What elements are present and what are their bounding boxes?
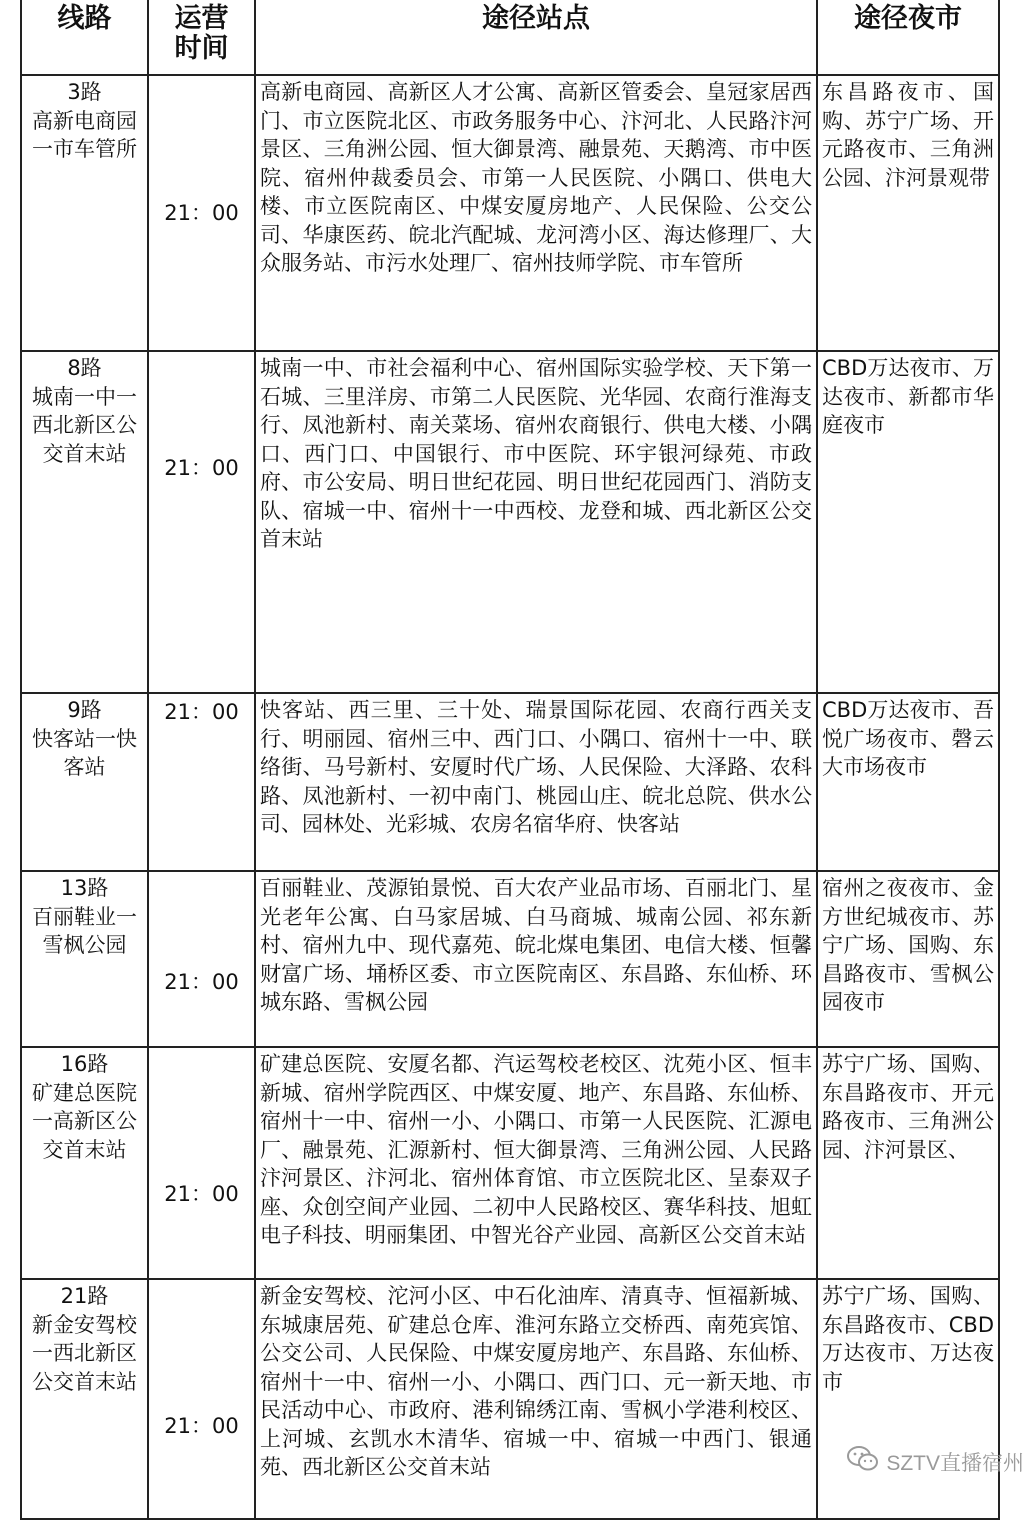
route-cell xyxy=(21,693,148,871)
route-number: 16路 xyxy=(60,1052,109,1076)
time-cell: 21：00 xyxy=(148,75,255,351)
header-time: 运营时间 xyxy=(148,0,255,75)
route-name: 新金安驾校一西北新区公交首末站 xyxy=(32,1312,137,1394)
route-name: 快客站一快客站 xyxy=(32,726,137,779)
table-row xyxy=(21,871,999,1047)
markets-cell: 苏宁广场、国购、东昌路夜市、CBD万达夜市、万达夜市 xyxy=(817,1279,999,1519)
header-markets: 途径夜市 xyxy=(817,0,999,75)
table-row xyxy=(21,1047,999,1279)
route-cell xyxy=(21,871,148,1047)
route-number: 9路 xyxy=(67,698,102,722)
stops-cell: 新金安驾校、沱河小区、中石化油库、清真寺、恒福新城、东城康居苑、矿建总仓库、淮河东路立交桥西、南苑宾馆、公交公司、人民保险、中煤安厦房地产、东昌路、东仙桥、宿州十一中、宿州一小、小隅口、西门口、元一新天地、市民活动中心、市政府、港利锦绣江南、雪枫小学港利校区、上河城、玄凯水木清华、宿城一中、宿城一中西门、银通苑、西北新区公交首末站 xyxy=(255,1279,817,1519)
time-cell: 21：00 xyxy=(148,693,255,871)
table-row xyxy=(21,693,999,871)
header-route: 线路 xyxy=(21,0,148,75)
stops-cell: 快客站、西三里、三十处、瑞景国际花园、农商行西关支行、明丽园、宿州三中、西门口、小隅口、宿州十一中、联络街、马号新村、安厦时代广场、人民保险、大泽路、农科路、凤池新村、一初中南门、桃园山庄、皖北总院、供水公司、园林处、光彩城、农房名宿华府、快客站 xyxy=(255,693,817,871)
time-cell: 21：00 xyxy=(148,1047,255,1279)
markets-cell: CBD万达夜市、吾悦广场夜市、磬云大市场夜市 xyxy=(817,693,999,871)
route-name: 百丽鞋业一雪枫公园 xyxy=(32,904,137,957)
watermark-text: SZTV直播宿州 xyxy=(886,1452,1024,1475)
route-name: 矿建总医院一高新区公交首末站 xyxy=(32,1080,137,1162)
wechat-icon xyxy=(846,1444,880,1480)
stops-cell: 百丽鞋业、茂源铂景悦、百大农产业品市场、百丽北门、星光老年公寓、白马家居城、白马商城、城南公园、祁东新村、宿州九中、现代嘉苑、皖北煤电集团、电信大楼、恒馨财富广场、埇桥区委、市立医院南区、东昌路、东仙桥、环城东路、雪枫公园 xyxy=(255,871,817,1047)
markets-cell: 苏宁广场、国购、东昌路夜市、开元路夜市、三角洲公园、汴河景区、 xyxy=(817,1047,999,1279)
route-number: 8路 xyxy=(67,356,102,380)
header-row xyxy=(21,0,999,75)
table-row xyxy=(21,75,999,351)
header-stops: 途径站点 xyxy=(255,0,817,75)
markets-cell: CBD万达夜市、万达夜市、新都市华庭夜市 xyxy=(817,351,999,693)
watermark xyxy=(846,1444,1024,1480)
route-number: 21路 xyxy=(60,1284,109,1308)
route-cell xyxy=(21,1279,148,1519)
route-name: 城南一中一西北新区公交首末站 xyxy=(32,384,137,466)
time-cell: 21：00 xyxy=(148,871,255,1047)
route-number: 3路 xyxy=(67,80,102,104)
table-row xyxy=(21,1279,999,1519)
route-name: 高新电商园一市车管所 xyxy=(32,108,137,161)
stops-cell: 城南一中、市社会福利中心、宿州国际实验学校、天下第一石城、三里洋房、市第二人民医院、光华园、农商行淮海支行、凤池新村、南关菜场、宿州农商银行、供电大楼、小隅口、西门口、中国银行、市中医院、环宇银河绿苑、市政府、市公安局、明日世纪花园、明日世纪花园西门、消防支队、宿城一中、宿州十一中西校、龙登和城、西北新区公交首末站 xyxy=(255,351,817,693)
time-cell: 21：00 xyxy=(148,351,255,693)
table-row xyxy=(21,351,999,693)
stops-cell: 矿建总医院、安厦名都、汽运驾校老校区、沈苑小区、恒丰新城、宿州学院西区、中煤安厦、地产、东昌路、东仙桥、宿州十一中、宿州一小、小隅口、市第一人民医院、汇源电厂、融景苑、汇源新村、恒大御景湾、三角洲公园、人民路汴河景区、汴河北、宿州体育馆、市立医院北区、呈泰双子座、众创空间产业园、二初中人民路校区、赛华科技、旭虹电子科技、明丽集团、中智光谷产业园、高新区公交首末站 xyxy=(255,1047,817,1279)
route-cell xyxy=(21,351,148,693)
route-number: 13路 xyxy=(60,876,109,900)
route-cell xyxy=(21,75,148,351)
time-cell: 21：00 xyxy=(148,1279,255,1519)
route-cell xyxy=(21,1047,148,1279)
markets-cell: 东昌路夜市、国购、苏宁广场、开元路夜市、三角洲公园、汴河景观带 xyxy=(817,75,999,351)
bus-schedule-table xyxy=(20,0,1000,1520)
stops-cell: 高新电商园、高新区人才公寓、高新区管委会、皇冠家居西门、市立医院北区、市政务服务中心、汴河北、人民路汴河景区、三角洲公园、恒大御景湾、融景苑、天鹅湾、市中医院、宿州仲裁委员会、市第一人民医院、小隅口、供电大楼、市立医院南区、中煤安厦房地产、人民保险、公交公司、华康医药、皖北汽配城、龙河湾小区、海达修理厂、大众服务站、市污水处理厂、宿州技师学院、市车管所 xyxy=(255,75,817,351)
markets-cell: 宿州之夜夜市、金方世纪城夜市、苏宁广场、国购、东昌路夜市、雪枫公园夜市 xyxy=(817,871,999,1047)
